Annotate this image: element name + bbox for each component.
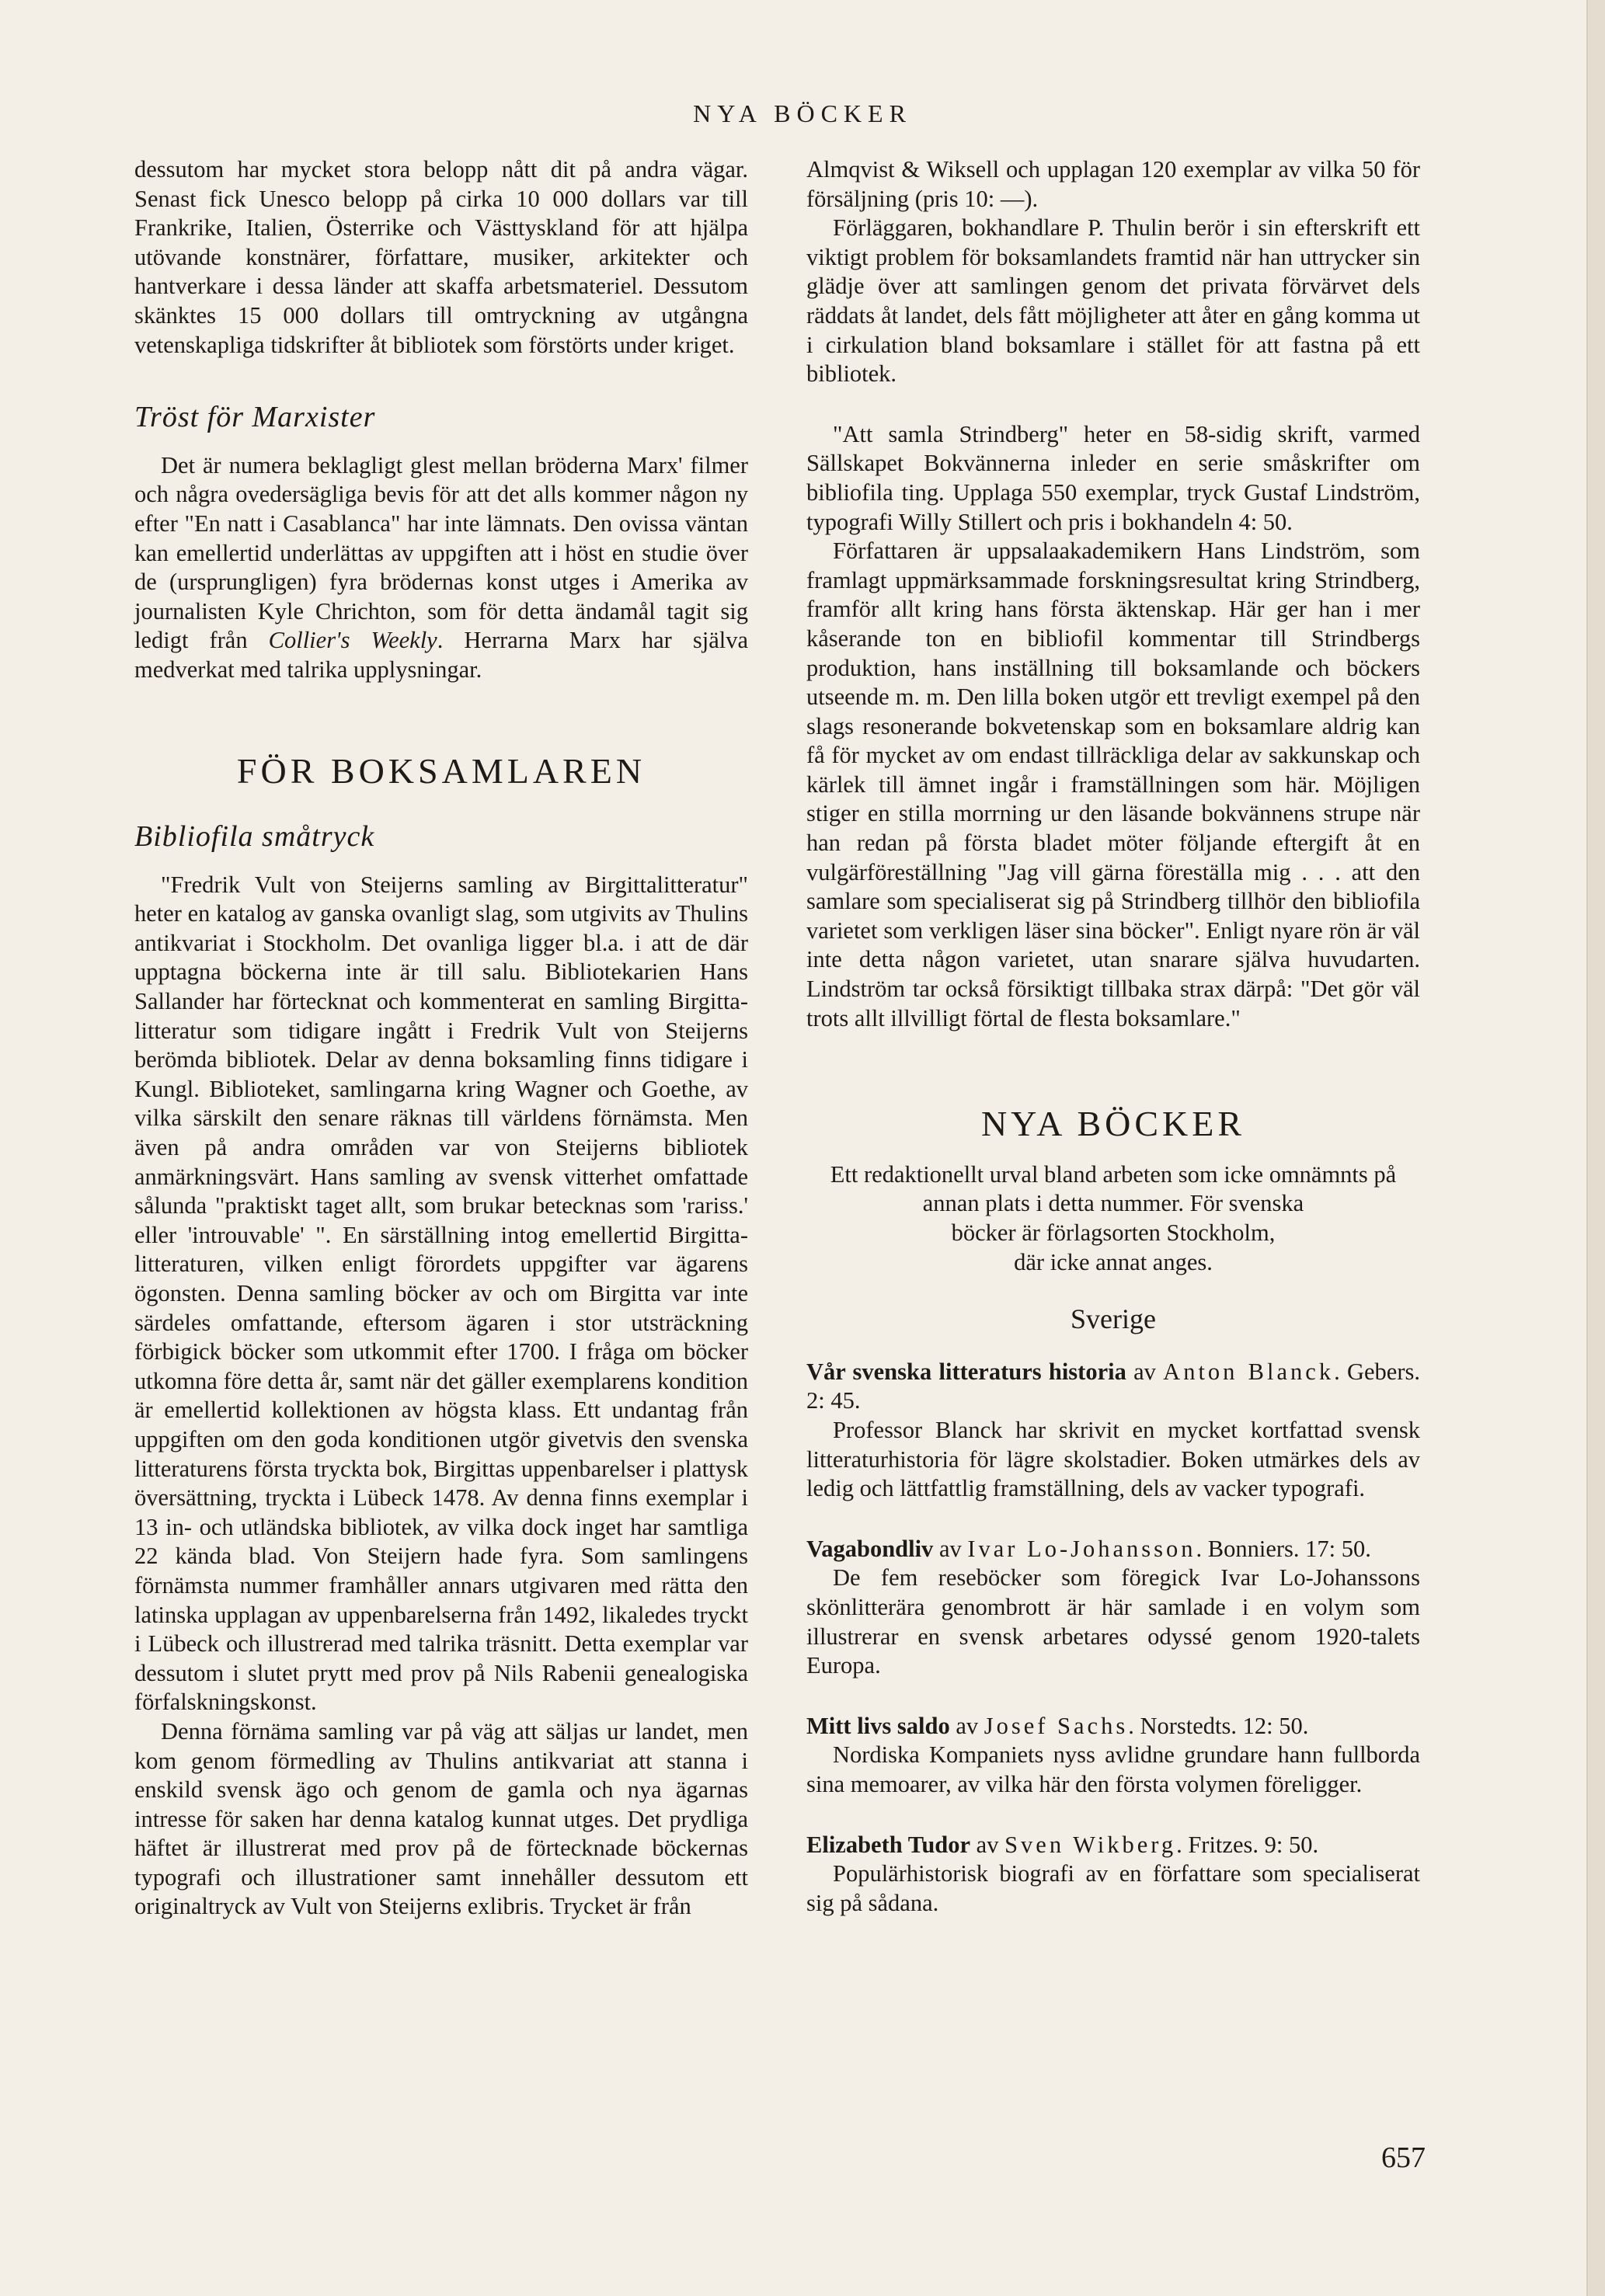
nya-intro-line-1: Ett redaktionellt urval bland arbeten som icke omnämnts på annan plats i detta nummer. För svenska [830,1160,1397,1217]
book-author: Josef Sachs [984,1712,1129,1739]
section-heading-nya-bocker: NYA BÖCKER [980,1104,1246,1144]
running-head: NYA BÖCKER [693,99,912,127]
book-by: av [970,1831,1005,1858]
book-author: Sven Wikberg [1004,1831,1177,1858]
marx-text-start: Det är numera beklagligt glest mellan bröderna Marx' filmer och några ovedersägliga bevis för att det alls kommer någon ny efter "En natt i Casablanca" har inte lämnats. Den ovissa väntan kan emellertid underlättas av uppgiften att i höst en studie över de (ursprungligen) fyra brödernas konst utges i Amerika av journalisten Kyle Chrichton, som för detta ändamål tagit sig ledigt från [134,451,748,654]
nya-intro-line-2: böcker är förlagsorten Stockholm, [951,1219,1276,1246]
book-by: av [933,1535,968,1562]
book-title: Vagabondliv [806,1535,934,1562]
book-description: De fem reseböcker som föregick Ivar Lo-Johanssons skönlitterära genombrott är här samlade i en volym som illustrerar en svensk arbetares odyssé genom 1920-talets Europa. [806,1564,1420,1679]
book-citation [806,1712,1420,1741]
book-by: av [949,1712,984,1739]
right-column [806,155,1420,1918]
book-citation [806,1535,1420,1564]
left-column [134,155,748,1922]
country-heading: Sverige [1071,1303,1156,1335]
book-description: Populärhistorisk biografi av en författare som specialiserat sig på sådana. [806,1860,1420,1916]
book-by: av [1126,1358,1164,1385]
book-entry [806,1358,1420,1504]
publisher-paragraph: Förläggaren, bokhandlare P. Thulin berör i sin efterskrift ett viktigt problem för boksamlandets framtid när han uttrycker sin glädje över att samlingen genom det privata förvärvet dels räddats åt landet, dels fått möjligheter att åter en gång komma ut i cirkulation bland boksamlare i stället för att fastna på ett bibliotek. [806,214,1420,388]
intro-paragraph: dessutom har mycket stora belopp nått dit på andra vägar. Senast fick Unesco belopp på cirka 10 000 dollars var till Frankrike, Italien, Österrike och Västtyskland för att hjälpa utövande konstnärer, författare, musiker, arkitekter och hantverkare i dessa länder att skaffa arbetsmateriel. Dessutom skänktes 15 000 dollars till omtryckning av utgångna vetenskapliga tidskrifter åt bibliotek som förstörts under kriget. [134,156,748,358]
book-publisher: . Gebers. 2: 45. [806,1358,1420,1414]
book-title: Vår svenska litteraturs historia [806,1358,1126,1385]
book-entry [806,1535,1420,1681]
book-title: Elizabeth Tudor [806,1831,971,1858]
book-citation [806,1358,1420,1416]
section-heading-boksamlaren: FÖR BOKSAMLAREN [236,750,646,791]
book-author: Ivar Lo-Johansson [967,1535,1196,1562]
book-description: Professor Blanck har skrivit en mycket kortfattad svensk litteraturhistoria för lägre skolstadier. Boken utmärkes dels av ledig och lättfattlig framställning, dels av vacker typografi. [806,1416,1420,1502]
book-title: Mitt livs saldo [806,1712,950,1739]
marx-text-end: . Herrarna Marx har själva medverkat med talrika upplysningar. [134,627,749,683]
strindberg-paragraph-1: "Att samla Strindberg" heter en 58-sidig skrift, varmed Sällskapet Bokvännerna inleder en serie småskrifter om bibliofila ting. Upplaga 550 exemplar, tryck Gustaf Lindström, typografi Willy Stillert och pris i bokhandeln 4: 50. [806,420,1420,535]
bibliofila-paragraph-2: Denna förnäma samling var på väg att säljas ur landet, men kom genom förmedling av Thulins antikvariat att stanna i enskild svensk ägo och genom de gamla och nya ägarnas intresse för saken har denna katalog kunnat utges. Det prydliga häftet är illustrerat med prov på de förtecknade böckernas typografi och illustrationer samt innehåller dessutom ett originaltryck av Vult von Steijerns exlibris. Trycket är från [134,1717,748,1920]
marx-heading: Tröst för Marxister [134,401,376,434]
book-publisher: . Norstedts. 12: 50. [1128,1712,1309,1739]
continuation-paragraph: Almqvist & Wiksell och upplagan 120 exemplar av vilka 50 för försäljning (pris 10: —). [806,156,1420,212]
marx-paragraph [134,451,748,685]
book-publisher: . Fritzes. 9: 50. [1176,1831,1319,1858]
bibliofila-heading: Bibliofila småtryck [134,820,375,854]
nya-intro-line-3: där icke annat anges. [1014,1248,1213,1275]
book-publisher: . Bonniers. 17: 50. [1196,1535,1371,1562]
strindberg-paragraph-2: Författaren är uppsalaakademikern Hans Lindström, som framlagt uppmärksammade forskningsresultat kring Strindberg, framför allt kring hans första äktenskap. Här ger han i mer kåserande ton en bibliofil kommentar till Strindbergs produktion, hans inställning till boksamlande och böckers utseende m. m. Den lilla boken utgör ett trevligt exempel på den slags resonerande bokvetenskap som en boksamlare aldrig kan få för mycket av om endast tillräckliga delar av sakkunskap och kärlek till ämnet ingår i framställningen som här. Möjligen stiger en stilla morrning ur den läsande bokvännens strupe när han redan på första bladet möter följande eftergift åt en vulgärföreställning "Jag vill gärna föreställa mig . . . att den samlare som specialiserat sig på Strindberg tillhör den bibliofila varietet som verkligen läser sina böcker". Enligt nyare rön är väl inte detta någon varietet, utan snarare själva huvudarten. Lindström tar också försiktigt tillbaka strax därpå: "Det gör väl trots allt illvilligt förtal de flesta boksamlare." [806,537,1420,1031]
book-author: Anton Blanck [1163,1358,1335,1385]
book-entry [806,1712,1420,1800]
page-edge [1586,0,1605,2296]
page-number: 657 [1381,2141,1426,2174]
spacer [806,389,1420,420]
book-entry [806,1831,1420,1919]
book-citation [806,1831,1420,1860]
bibliofila-paragraph-1: "Fredrik Vult von Steijerns samling av Birgittalitteratur" heter en katalog av ganska ovanligt slag, som utgivits av Thulins antikvariat i Stockholm. Det ovanliga ligger bl.a. i att de där upptagna böckerna inte är till salu. Bibliotekarien Hans Sallander har förtecknat och kommenterat en samling Birgitta-litteratur som tidigare ingått i Fredrik Vult von Steijerns berömda bibliotek. Delar av denna boksamling finns tidigare i Kungl. Biblioteket, samlingarna kring Wagner och Goethe, av vilka särskilt den senare räknas till världens förnämsta. Men även på andra områden var von Steijerns bibliotek anmärkningsvärt. Hans samling av svensk vitterhet omfattade sålunda "praktiskt taget allt, som brukar betecknas som 'rariss.' eller 'introuvable' ". En särställning intog emellertid Birgitta-litteraturen, vilken enligt förordets uppgifter var ägarens ögonsten. Denna samling böcker av och om Birgitta var inte särdeles omfattande, eftersom ägaren i stor utsträckning förbigick böcker som utkommit efter 1700. I fråga om böcker utkomna före detta år, samt när det gäller exemplarens kondition är emellertid kollektionen av högsta klass. Ett undantag från uppgiften om den goda konditionen utgör givetvis den svenska litteraturens första tryckta bok, Birgittas uppenbarelser i plattysk översättning, tryckta i Lübeck 1478. Av denna finns exemplar i 13 in- och utländska bibliotek, av vilka dock inget har samtliga 22 kända blad. Von Steijern hade fyra. Som samlingens förnämsta nummer framhåller annars utgivaren med rätta den latinska upplagan av uppenbarelserna från 1492, likaledes tryckt i Lübeck och illustrerad med talrika träsnitt. Detta exemplar var dessutom i slutet prytt med prov på Nils Rabenii genealogiska förfalskningskonst. [134,871,748,1716]
book-description: Nordiska Kompaniets nyss avlidne grundare hann fullborda sina memoarer, av vilka här den första volymen föreligger. [806,1741,1420,1797]
magazine-title: Collier's Weekly [268,627,437,654]
